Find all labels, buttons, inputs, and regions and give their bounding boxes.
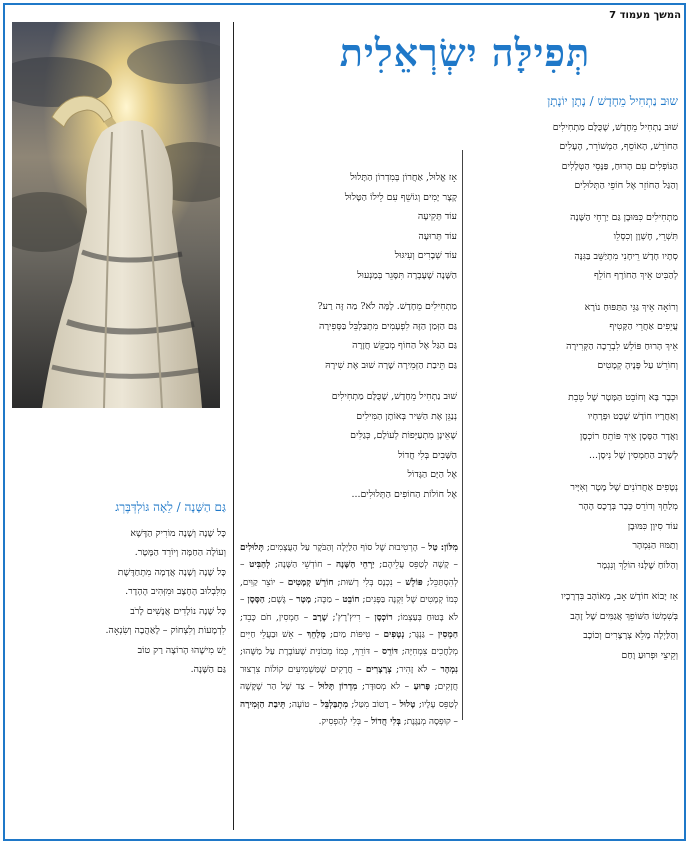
poem-line: עוֹד שְׁבָרִים וְעִיגּוּל <box>394 250 457 261</box>
glossary-definition: – גַּנְגָּר; <box>408 630 434 641</box>
glossary-definition: – לֹא בָּטוּחַ בְּעַצְמוֹ; <box>240 595 458 623</box>
glossary-term: מָטָר <box>296 595 312 606</box>
glossary-definition: – לֹא מְסוּדָּר; <box>361 682 410 693</box>
glossary-term: דּוֹרֵס <box>382 647 398 658</box>
poem-line: אֵיךְ הָרוּחַ פּוֹלֵשׁ לִבְרֵכָה הַקְּרִירָה <box>566 340 678 352</box>
glossary-definition: – אֵשׁ וּבַעֲלֵי חַיִּים מְלַחֲכִים צִמְחִיָּה; <box>240 630 458 658</box>
poem-heading: שוּב נַתְחִיל מֵחָדָשׁ / נָתָן יוֹנָתָן <box>547 94 678 108</box>
glossary-term: מְלַחֵךְ <box>306 630 326 641</box>
poem-line: גַּם תֵּיבַת הַזְּמִירָה שָׁרָה שׁוּב אֶת שִׁירָהּ <box>325 359 457 371</box>
glossary-definition: – דּוֹרֵךְ, כְּמוֹ מְכוֹנִית שֶׁעוֹבֶרֶת עַל מַשֶּׁהוּ; <box>240 647 379 658</box>
poem-line: וְעוֹלָה הַחַמָּה וְיוֹרֵד הַמָּטָר. <box>134 547 226 558</box>
stanza-5 <box>468 478 678 576</box>
poem-line: אָז יָבוֹא חוֹדֶשׁ אָב, מְאוֹהָב בִּדְרָכָיו <box>561 591 678 602</box>
poem-line: וְחוֹרֵשׁ עַל פָּנֶיהָ קְמָטִים <box>597 360 678 371</box>
page-title: תְּפִילָּה יִשְׂרְאֵלִית <box>339 30 591 75</box>
glossary-definition: – נִכְנָס בְּלִי רְשׁוּת; <box>337 577 402 588</box>
glossary-term: יַרְחֵי הַשָּׁנָה <box>336 560 375 571</box>
poem-line: הַשָּׁבִים בְּלִי חֲדוֹל <box>397 449 457 461</box>
poem-line: עוֹד תְּקִיעָה <box>417 211 457 222</box>
poem-line: כָּל שָׁנָה וְשָׁנָה אֲדָמָה מִתְחַדֶּשֶׁת <box>117 566 226 578</box>
glossary-definition: – לֹא זָהִיר; <box>396 664 436 675</box>
glossary-term: הַסָּסָן <box>247 595 265 606</box>
glossary-term: בְּלִי חֲדוֹל <box>371 717 401 728</box>
glossary-term: פָּרוּעַ <box>413 682 431 693</box>
glossary-definition: – גֶּשֶׁם; <box>267 595 294 606</box>
poem-line: מִלִּבְלוּב הֶחָצָב וּמִזְּהִיב הֶהָדָר. <box>125 586 226 597</box>
glossary-term: נְטָפִים <box>383 630 405 641</box>
glossary-definition: – בְּלִי לְהַפְסִיק. <box>318 717 369 728</box>
glossary-term: צְרָצָרִים <box>365 664 392 675</box>
glossary-term: פּוֹלֵשׁ <box>405 577 423 588</box>
poem-line: גַּם הַשָּׁנָה. <box>190 664 226 675</box>
glossary-term: מִלּוֹן: <box>440 543 458 553</box>
poem-line: שֶׁאֵינָן מִתְעַיְּפוֹת לְעוֹלָם, כְּגַלִּים <box>350 430 457 441</box>
poem-this-year-too <box>14 498 226 680</box>
poem-line: עֲיֵפִים אַחֲרֵי הַקָּטִיף <box>609 321 678 332</box>
poem-line: שׁוּב נַתְחִיל מֵחָדָשׁ, שֶׁכֻּלָּם מַתְחִילִים <box>331 391 457 402</box>
poem-line: וְקֵיצֵי וּפְרוּעַ וָחַם <box>621 649 678 661</box>
poem-line: נְטָפִים אַחֲרוֹנִים שֶׁל מָטָר וְאִיָּיר <box>570 481 678 493</box>
glossary-term: שָׁרָב <box>312 612 328 623</box>
poem-line: אֶל הַיָּם הַגָּדוֹל <box>407 469 457 480</box>
poem-line: לִדְמָעוֹת וְלִצְחוֹק – לָאַהֲבָה וְשִׂנְאָה. <box>105 625 226 636</box>
poem-line: וְאַחֲרָיו חוֹדֶשׁ שְׁבָט וּפְרָחָיו <box>587 411 678 422</box>
poem-line: וַאֲדָר הַסָּסָן אֵיךְ פּוֹתֵחַ רוֹכְסָן <box>579 430 678 442</box>
glossary-term: טָלוּל <box>399 699 416 710</box>
stanza-1 <box>468 118 678 196</box>
glossary-definition: – צַד שֶׁל הַר שֶׁקָּשֶׁה לְטַפֵּס עָלָיו; <box>240 682 459 710</box>
stanza-9 <box>240 387 457 504</box>
glossary-definition: – חוֹדְשֵׁי הַשָּׁנָה; <box>274 560 332 571</box>
glossary-definition: – הָרְטִיבוּת שֶׁל סוֹף הַלַּיְלָה וְהַבֹּקֶר עַל הָעֲצָמִים; <box>266 543 426 553</box>
poem-line: מַתְחִילִים כִּמּוּבָן גַּם יַרְחֵי הַשָּׁנָה <box>570 211 678 223</box>
glossary-definition: – חֲרָקִים שֶׁמַּשְׁמִיעִים קוֹלוֹת צִרְצוּר חֲזָקִים; <box>240 664 458 693</box>
poem-start-again <box>468 92 678 677</box>
glossary-term: תְּלוּלִים <box>240 543 264 553</box>
glossary-definition: – קָשֶׁה לְטַפֵּס עֲלֵיהֶם; <box>379 560 458 571</box>
poem-line: אֶל חוֹלוֹת הַחוֹפִים הַתְּלוּלִים... <box>351 488 457 500</box>
poem-line: כָּל שָׁנָה וְשָׁנָה מוֹרִיק הַדֶּשֶׁא <box>130 527 226 539</box>
poem-line: גַּם הַזְּמַן הַזֶּה לִפְעָמִים מִתְבַּלְבֵּל בַּסְּפִירָה <box>319 320 457 332</box>
shofar-photo-illustration <box>12 22 220 408</box>
glossary-term: חַמְסִין <box>437 630 459 641</box>
poem-line: וְהַלַּיְלָה מָלֵא צְרָצָרִים וְכוֹכָב <box>583 630 678 641</box>
glossary <box>240 540 458 731</box>
poem-start-again-continued <box>240 168 457 516</box>
stanza-2 <box>468 208 678 286</box>
glossary-term: מִדְרוֹן תָּלוּל <box>318 682 358 693</box>
poem-line: קָצָר יָמִים וְגוֹשֵׁף עִם לֵילוֹ הַטָּלוּל <box>344 191 457 203</box>
poem-line: הַחוֹרֵשׁ, הָאוֹסֵף, הַמְשׁוֹרֵר, הֶעָלִים <box>559 141 678 152</box>
poem-line: נְנַגֵּן אֶת הַשִּׁיר בְּאוֹתָן הַמִּילִים <box>356 410 457 422</box>
glossary-definition: – קוּפְסָה מְנַגֶּנֶת; <box>403 717 458 728</box>
stanza-8 <box>240 297 457 375</box>
glossary-term: חוֹבֵט <box>342 595 360 606</box>
poem-heading: גַּם הַשָּׁנָה / לֵאָה גּוֹלְדְּבֶּרְג <box>115 500 226 514</box>
poem-line: הַשָּׁנָה שֶׁעָבְרָה תִּסָּגֵר בְּמַנְעוּל <box>357 269 457 281</box>
glossary-term: נִמְהָר <box>440 664 458 675</box>
glossary-term: מִתְבַּלְבֵּל <box>320 699 349 710</box>
poem-line: מְלַחֵךְ וְדוֹרֵס כְּבָר בְּרֶכֶס הָהָר <box>578 501 678 512</box>
poem-line: כָּל שָׁנָה נוֹלָדִים אֲנָשִׁים לָרֹב <box>130 605 226 617</box>
glossary-definition: – טִיפּוֹת מַיִם; <box>330 630 380 641</box>
poem-line: וְהַלּוֹחַ שֶׁלָּנוּ הוֹלֵךְ וְנִגְמָר <box>596 559 678 571</box>
poem-line: וְרוֹאָה אֵיךְ גַּגֵּי הַתַּפּוּחַ נוֹרָא <box>584 301 678 313</box>
stanza-6 <box>468 587 678 665</box>
inner-column-divider <box>462 150 463 720</box>
poem-line: וְתַמּוּז הַנִּמְהָר <box>632 540 678 551</box>
glossary-term: טַל <box>428 543 438 553</box>
glossary-term: תֵּיבַת הַזְּמִירָה <box>240 699 286 710</box>
poem-line: גַּם הַגַּל אֶל הַחוֹף מְבַקֵּשׁ חֲזָרָה <box>352 340 457 351</box>
poem-line: סְתָיו חָדָשׁ רֵיחָנִי מִתְיַשֵּׁב בַּגִּנָּה <box>574 250 678 262</box>
glossary-definition: – יוֹצֵר קַוִּים, כְּמוֹ קְמָטִים שֶׁל זִקְנָה בַּפָּנִים; <box>240 577 458 606</box>
glossary-definition: – טוֹעֶה; <box>288 699 318 710</box>
stanza-3 <box>468 298 678 376</box>
poem-line: עוֹד סִיוָן כִּמּוּבָן <box>627 520 678 532</box>
glossary-definition: – רָטוֹב מִטַּל; <box>351 699 397 710</box>
glossary-definition: – לְהִסְתַּכֵּל; <box>240 560 458 588</box>
glossary-definition: – מַכֶּה; <box>314 595 340 606</box>
poem-line: יֵשׁ מִישֶׁהוּ הָרוֹצֶה רַק טוֹב <box>137 644 226 656</box>
continued-note: המשך מעמוד 7 <box>609 10 681 21</box>
poem-line: עוֹד תְּרוּעָה <box>418 230 457 242</box>
poem-line: הַנּוֹפְלִים עִם הָרוּחַ, פַּנָּסֵי הַטְּלָלִים <box>561 160 678 172</box>
poem-line: שׁוּב נַתְחִיל מֵחָדָשׁ, שֶׁכֻּלָּם מַתְחִילִים <box>552 121 678 133</box>
glossary-definition: – רִיץ'רָץ'; <box>332 612 370 623</box>
glossary-term: לְהַבִּיט <box>249 560 271 571</box>
stanza-4 <box>468 388 678 466</box>
glossary-term: חוֹרֵשׁ קְמָטִים <box>287 577 334 588</box>
glossary-term: רוֹכְסָן <box>374 612 393 623</box>
poem-line: בְּשִׁמְשׁוֹ הַשּׁוֹפֵךְ אֲגַמִּים שֶׁל זָהָב <box>570 610 678 622</box>
poem-line: לְשָׁרָב הַחַמְסִין שֶׁל נִיסָן... <box>589 450 678 461</box>
poem-line: לְהַבִּיט אֵיךְ הַחוֹרֶף חוֹלֵף <box>593 270 678 281</box>
poem-line: תִּשְׁרֵי, חֶשְׁוָן וְכִסְלֵו <box>613 231 678 242</box>
stanza-7 <box>240 168 457 285</box>
poem-line: מַתְחִילִים מֵחָדָשׁ. לָמָּה לֹא? מַה זֶּה רַע? <box>317 301 457 312</box>
poem-line: אָז אֱלוּל, אַחֲרוֹן בְּמִדְרוֹן הַתָּלוּל <box>350 172 457 183</box>
column-divider <box>233 22 234 830</box>
photo-man-with-shofar <box>12 22 220 408</box>
poem-line: וְהַגַּל הַחוֹזֵר אֶל חוֹפֵי הַתְּלוּלִים <box>574 180 678 191</box>
glossary-definition: – חַמְסִין, חֹם כָּבֵד; <box>240 612 309 623</box>
poem-line: וּכְבָר בָּא וְחוֹבֵט הַמָּטָר שֶׁל טֵבֵת <box>568 391 678 403</box>
